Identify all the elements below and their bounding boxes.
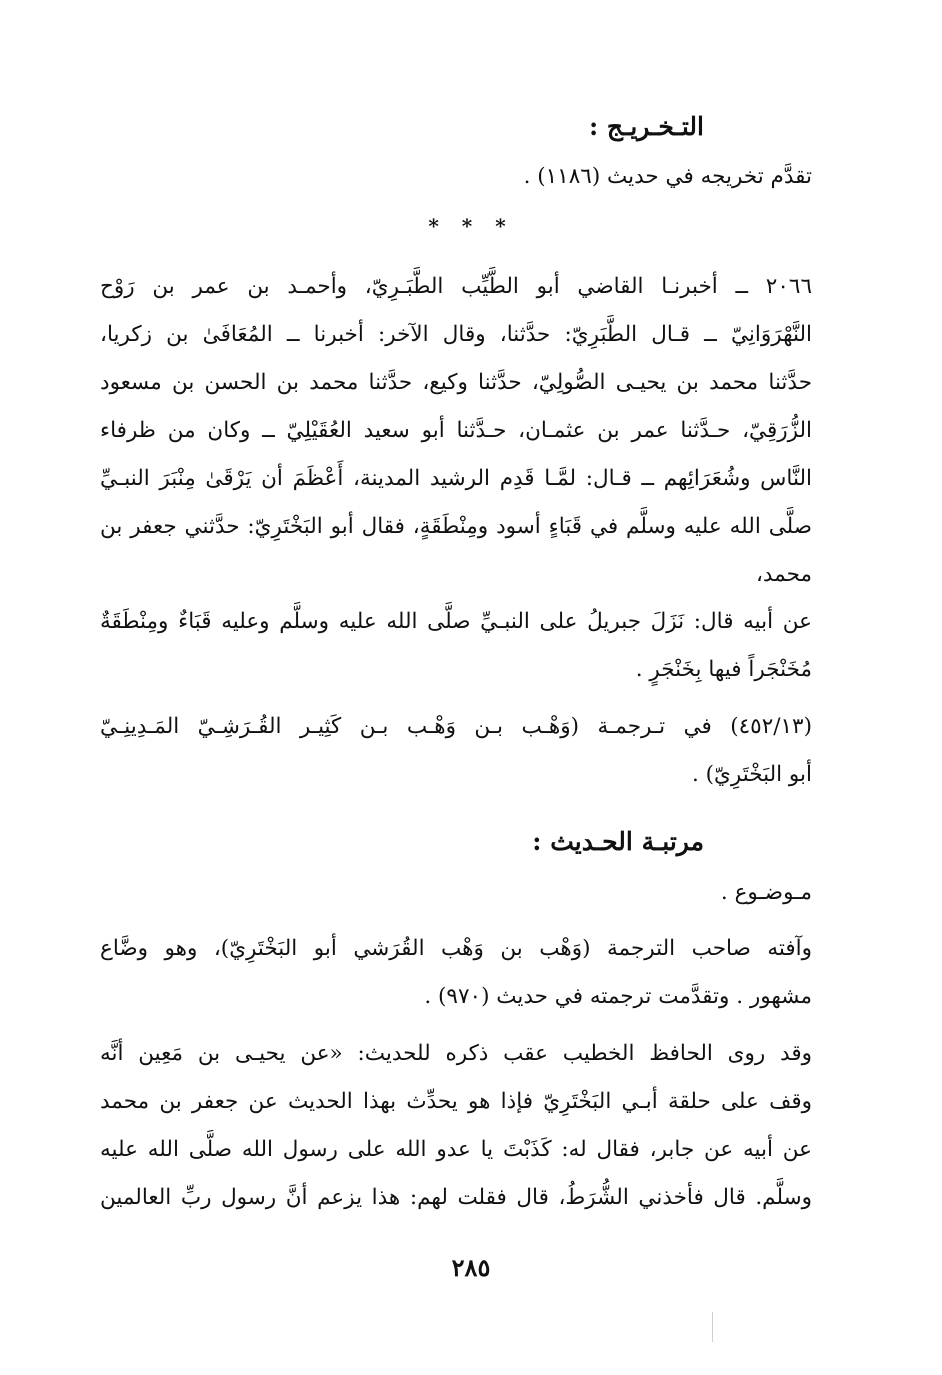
takhrij-text: تقدَّم تخريجه في حديث (١١٨٦) . bbox=[523, 164, 812, 189]
khatib-line: وقد روى الحافظ الخطيب عقب ذكره للحديث: «عن يحيـى بن مَعِين أنَّه bbox=[100, 1041, 812, 1066]
martaba-verdict: مـوضـوع . bbox=[720, 880, 812, 905]
hadith-line: النَّهْرَوَانِيّ ــ قـال الطَّبَرِيّ: حدَّثنا، وقال الآخر: أخبرنا ــ المُعَافَىٰ بن زكريا، bbox=[100, 322, 812, 347]
khatib-paragraph bbox=[100, 1030, 812, 1222]
illa-paragraph bbox=[100, 925, 812, 1021]
hadith-line: محمد، bbox=[755, 562, 812, 587]
khatib-line: وقف على حلقة أبـي البَخْتَرِيّ فإذا هو يحدِّث بهذا الحديث عن جعفر بن محمد bbox=[100, 1089, 812, 1114]
martaba-heading: مرتبـة الحـديث : bbox=[532, 827, 704, 856]
hadith-matn bbox=[100, 598, 812, 694]
hadith-line: الزُّرَقِيّ، حـدَّثنا عمر بن عثمـان، حـدَّثنا أبو سعيد العُقَيْلِيّ ــ وكان من ظرفاء bbox=[100, 418, 812, 443]
page-number: ٢٨٥ bbox=[451, 1253, 491, 1282]
hadith-line: حدَّثنا محمد بن يحيـى الصُّولِيّ، حدَّثنا وكيع، حدَّثنا محمد بن الحسن بن مسعود bbox=[100, 370, 812, 395]
hadith-line: ٢٠٦٦ ــ أخبرنـا القاضي أبو الطَّيِّب الطَّبَـرِيّ، وأحمـد بن عمر بن رَوْح bbox=[100, 274, 812, 299]
khatib-line: عن أبيه عن جابر، فقال له: كَذَبْتَ يا عدو الله على رسول الله صلَّى الله عليه bbox=[100, 1137, 812, 1162]
takhrij-heading: التـخـريـج : bbox=[588, 112, 704, 141]
source-line: (٤٥٢/١٣) في تـرجمـة (وَهْـب بـن وَهْـب بـن كَثِيـر القُـرَشِـيّ المَـدِينِـيّ bbox=[100, 714, 812, 739]
hadith-line: صلَّى الله عليه وسلَّم في قَبَاءٍ أسود ومِنْطَقَةٍ، فقال أبو البَخْتَرِيّ: حدَّثني جعفر بن bbox=[100, 514, 812, 539]
scan-mark bbox=[712, 1312, 713, 1342]
source-reference bbox=[100, 703, 812, 799]
illa-line: وآفته صاحب الترجمة (وَهْب بن وَهْب القُرَشي أبو البَخْتَرِيّ)، وهو وضَّاع bbox=[100, 936, 812, 961]
illa-line: مشهور . وتقدَّمت ترجمته في حديث (٩٧٠) . bbox=[424, 984, 812, 1009]
source-line: أبو البَخْتَرِيّ) . bbox=[691, 762, 812, 787]
khatib-line: وسلَّم. قال فأخذني الشُّرَطُ، قال فقلت لهم: هذا يزعم أنَّ رسول ربِّ العالمين bbox=[100, 1185, 812, 1210]
section-separator: * * * bbox=[428, 214, 514, 238]
hadith-line: النَّاس وشُعَرَائِهم ــ قـال: لمَّـا قَدِم الرشيد المدينة، أَعْظَمَ أن يَرْقَىٰ مِنْبَرَ النبـيِّ bbox=[100, 466, 812, 491]
hadith-isnad bbox=[100, 263, 812, 599]
matn-line: عن أبيه قال: نَزَلَ جبريلُ على النبـيِّ صلَّى الله عليه وسلَّم وعليه قَبَاءٌ ومِنْطَقَةٌ bbox=[100, 609, 812, 634]
matn-line: مُخَنْجَراً فيها بِخَنْجَرٍ . bbox=[635, 657, 812, 682]
